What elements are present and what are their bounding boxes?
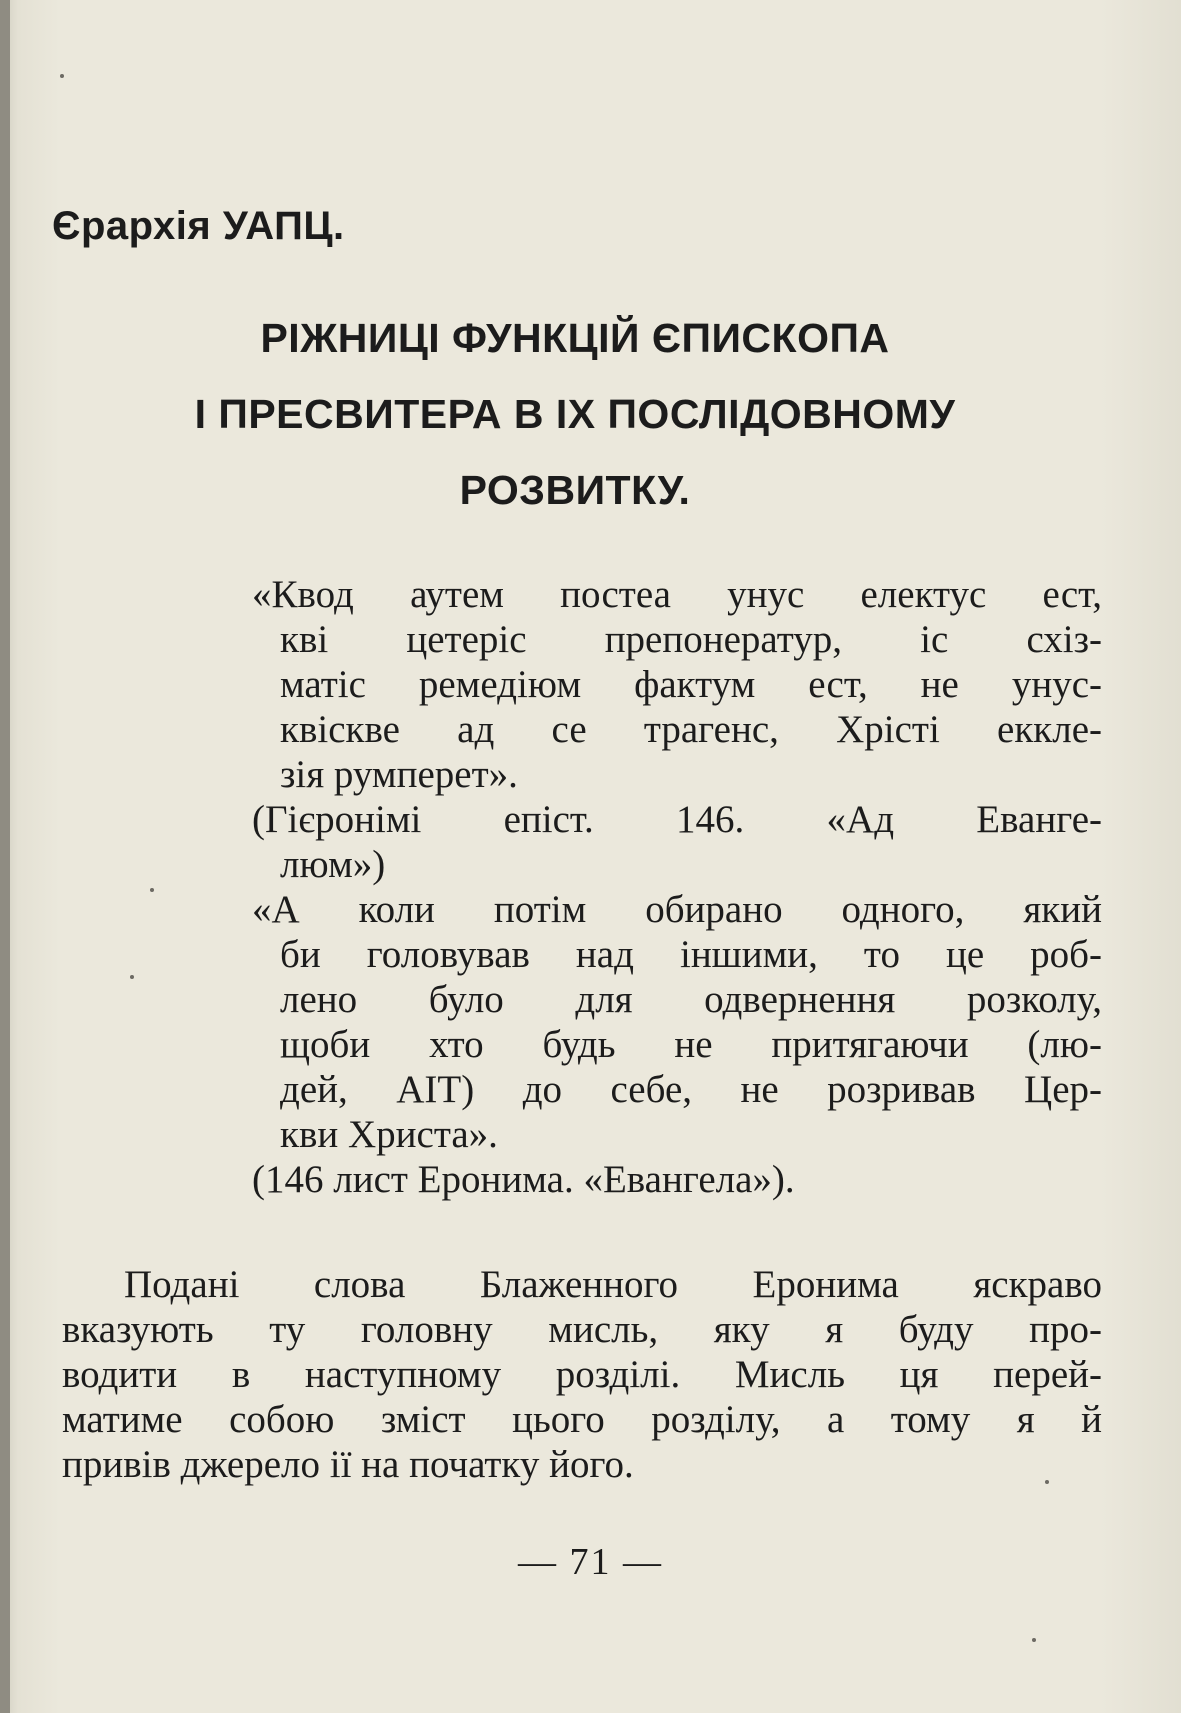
body-line: вказують ту головну мисль, яку я буду про-	[62, 1308, 1102, 1351]
chapter-title-line: РОЗВИТКУ.	[459, 467, 691, 513]
epigraph-translation-line: дей, АІТ) до себе, не розривав Цер-	[280, 1068, 1102, 1111]
page-gutter-shadow	[0, 0, 10, 1713]
epigraph-latin-line: зія румперет».	[280, 753, 518, 796]
paper-speck	[60, 74, 64, 78]
body-line: водити в наступному розділі. Мисль ця перей-	[62, 1353, 1102, 1396]
epigraph-translation-source: (146 лист Еронима. «Евангела»).	[252, 1158, 795, 1201]
paper-speck	[150, 888, 154, 892]
body-line: привів джерело ії на початку його.	[62, 1443, 634, 1486]
epigraph-latin-source: (Гієронімі епіст. 146. «Ад Еванге-	[252, 798, 1102, 841]
epigraph-translation-line: щоби хто будь не притягаючи (лю-	[280, 1023, 1102, 1066]
epigraph-latin-line: «Квод аутем постеа унус електус ест,	[252, 573, 1102, 616]
epigraph-latin-source: люм»)	[280, 843, 386, 886]
chapter-title-line: І ПРЕСВИТЕРА В ІХ ПОСЛІДОВНОМУ	[194, 391, 956, 437]
epigraph-latin-line: квіскве ад се трагенс, Хрісті екклe-	[280, 708, 1102, 751]
paper-speck	[1045, 1480, 1049, 1484]
page-number: — 71 —	[518, 1541, 663, 1583]
body-paragraph	[62, 1262, 1102, 1487]
running-head: Єрархія УАПЦ.	[52, 204, 345, 248]
epigraph-translation-line: «А коли потім обирано одного, який	[252, 888, 1102, 931]
body-line: Подані слова Блаженного Еронима яскраво	[124, 1263, 1102, 1306]
paper-speck	[1032, 1638, 1036, 1642]
epigraph	[252, 572, 1102, 1202]
epigraph-latin-line: кві цетеріс препонератур, іс схіз-	[280, 618, 1102, 661]
epigraph-translation-line: кви Христа».	[280, 1113, 498, 1156]
chapter-title	[80, 300, 1070, 528]
epigraph-translation-line: би головував над іншими, то це роб-	[280, 933, 1102, 976]
chapter-title-line: РІЖНИЦІ ФУНКЦІЙ ЄПИСКОПА	[260, 315, 890, 361]
epigraph-latin-line: матіс ремедіюм фактум ест, не унус-	[280, 663, 1102, 706]
paper-speck	[130, 975, 134, 979]
body-line: матиме собою зміст цього розділу, а тому я й	[62, 1398, 1102, 1441]
epigraph-translation-line: лено було для одвернення розколу,	[280, 978, 1102, 1021]
